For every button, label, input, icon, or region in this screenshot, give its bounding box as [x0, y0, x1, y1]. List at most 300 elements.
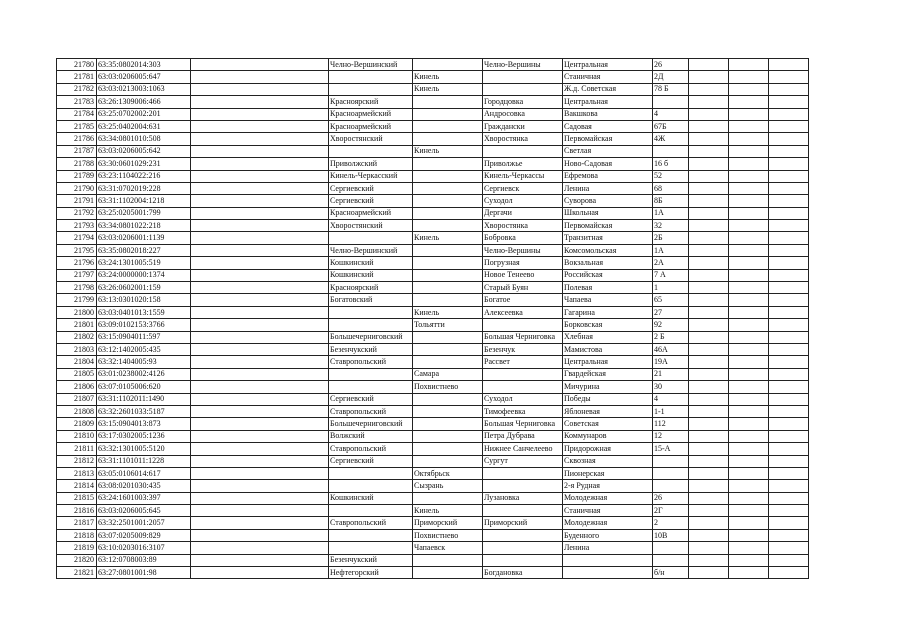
blank-column-cell	[191, 331, 329, 343]
table-row	[57, 368, 809, 380]
cadastral-number-cell: 63:13:0301020:158	[97, 294, 191, 306]
extra-column-2-cell	[729, 405, 769, 417]
district-cell: Ставропольский	[329, 405, 413, 417]
extra-column-1-cell	[689, 393, 729, 405]
extra-column-3-cell	[769, 207, 809, 219]
settlement-cell	[483, 381, 563, 393]
row-number-cell: 21812	[57, 455, 97, 467]
extra-column-2-cell	[729, 443, 769, 455]
house-number-cell: 1А	[653, 207, 689, 219]
street-cell: Ефремова	[563, 170, 653, 182]
extra-column-3-cell	[769, 517, 809, 529]
row-number-cell: 21783	[57, 96, 97, 108]
district-cell: Хворостянский	[329, 133, 413, 145]
city-cell	[413, 443, 483, 455]
street-cell	[563, 567, 653, 579]
street-cell	[563, 554, 653, 566]
district-cell	[329, 467, 413, 479]
row-number-cell: 21815	[57, 492, 97, 504]
city-cell	[413, 207, 483, 219]
street-cell: Яблоневая	[563, 405, 653, 417]
district-cell: Волжский	[329, 430, 413, 442]
house-number-cell: б/н	[653, 567, 689, 579]
cadastral-number-cell: 63:09:0102153:3766	[97, 319, 191, 331]
extra-column-3-cell	[769, 443, 809, 455]
table-row	[57, 71, 809, 83]
house-number-cell: 4	[653, 393, 689, 405]
settlement-cell: Сургут	[483, 455, 563, 467]
district-cell: Ставропольский	[329, 443, 413, 455]
district-cell: Красноармейский	[329, 120, 413, 132]
cadastral-number-cell: 63:07:0105006:620	[97, 381, 191, 393]
extra-column-1-cell	[689, 170, 729, 182]
table-row	[57, 455, 809, 467]
street-cell: Светлая	[563, 145, 653, 157]
extra-column-1-cell	[689, 232, 729, 244]
cadastral-number-cell: 63:34:0801010:508	[97, 133, 191, 145]
cadastral-number-cell: 63:25:0205001:799	[97, 207, 191, 219]
table-row	[57, 145, 809, 157]
row-number-cell: 21786	[57, 133, 97, 145]
house-number-cell: 1-1	[653, 405, 689, 417]
street-cell: Борковская	[563, 319, 653, 331]
extra-column-1-cell	[689, 257, 729, 269]
cadastral-number-cell: 63:12:1402005:435	[97, 343, 191, 355]
house-number-cell: 78 Б	[653, 83, 689, 95]
city-cell	[413, 257, 483, 269]
extra-column-1-cell	[689, 529, 729, 541]
district-cell	[329, 529, 413, 541]
table-row	[57, 505, 809, 517]
cadastral-number-cell: 63:26:0602001:159	[97, 282, 191, 294]
city-cell	[413, 331, 483, 343]
blank-column-cell	[191, 195, 329, 207]
row-number-cell: 21801	[57, 319, 97, 331]
table-row	[57, 232, 809, 244]
extra-column-1-cell	[689, 492, 729, 504]
cadastral-number-cell: 63:24:1301005:519	[97, 257, 191, 269]
extra-column-2-cell	[729, 418, 769, 430]
extra-column-2-cell	[729, 294, 769, 306]
row-number-cell: 21803	[57, 343, 97, 355]
extra-column-1-cell	[689, 182, 729, 194]
blank-column-cell	[191, 232, 329, 244]
blank-column-cell	[191, 554, 329, 566]
row-number-cell: 21797	[57, 269, 97, 281]
settlement-cell	[483, 71, 563, 83]
extra-column-1-cell	[689, 554, 729, 566]
district-cell: Приволжский	[329, 158, 413, 170]
table-row	[57, 133, 809, 145]
city-cell: Самара	[413, 368, 483, 380]
table-row	[57, 83, 809, 95]
extra-column-3-cell	[769, 418, 809, 430]
district-cell: Красноармейский	[329, 108, 413, 120]
house-number-cell: 15-А	[653, 443, 689, 455]
table-row	[57, 529, 809, 541]
blank-column-cell	[191, 96, 329, 108]
house-number-cell: 16 б	[653, 158, 689, 170]
street-cell: Российская	[563, 269, 653, 281]
extra-column-3-cell	[769, 529, 809, 541]
row-number-cell: 21795	[57, 244, 97, 256]
city-cell: Октябрьск	[413, 467, 483, 479]
settlement-cell: Новое Тенеево	[483, 269, 563, 281]
house-number-cell	[653, 96, 689, 108]
row-number-cell: 21816	[57, 505, 97, 517]
district-cell: Сергиевский	[329, 393, 413, 405]
row-number-cell: 21807	[57, 393, 97, 405]
table-row	[57, 430, 809, 442]
table-row	[57, 567, 809, 579]
table-row	[57, 467, 809, 479]
settlement-cell: Суходол	[483, 393, 563, 405]
blank-column-cell	[191, 492, 329, 504]
city-cell	[413, 269, 483, 281]
settlement-cell: Приморский	[483, 517, 563, 529]
city-cell: Кинель	[413, 145, 483, 157]
row-number-cell: 21787	[57, 145, 97, 157]
street-cell: Вокзальная	[563, 257, 653, 269]
table-row	[57, 443, 809, 455]
blank-column-cell	[191, 517, 329, 529]
extra-column-1-cell	[689, 331, 729, 343]
blank-column-cell	[191, 467, 329, 479]
table-row	[57, 170, 809, 182]
city-cell	[413, 59, 483, 71]
cadastral-number-cell: 63:01:0238002:4126	[97, 368, 191, 380]
extra-column-3-cell	[769, 331, 809, 343]
city-cell	[413, 120, 483, 132]
extra-column-2-cell	[729, 158, 769, 170]
cadastral-number-cell: 63:03:0213003:1063	[97, 83, 191, 95]
settlement-cell: Бобровка	[483, 232, 563, 244]
table-row	[57, 492, 809, 504]
extra-column-2-cell	[729, 120, 769, 132]
extra-column-1-cell	[689, 455, 729, 467]
cadastral-number-cell: 63:27:0801001:98	[97, 567, 191, 579]
settlement-cell	[483, 83, 563, 95]
extra-column-3-cell	[769, 368, 809, 380]
extra-column-2-cell	[729, 517, 769, 529]
city-cell	[413, 195, 483, 207]
city-cell: Сызрань	[413, 480, 483, 492]
settlement-cell	[483, 529, 563, 541]
house-number-cell	[653, 455, 689, 467]
extra-column-3-cell	[769, 505, 809, 517]
street-cell: Чапаева	[563, 294, 653, 306]
cadastral-number-cell: 63:05:0106014:617	[97, 467, 191, 479]
cadastral-number-cell: 63:25:0402004:631	[97, 120, 191, 132]
settlement-cell	[483, 554, 563, 566]
settlement-cell	[483, 145, 563, 157]
row-number-cell: 21805	[57, 368, 97, 380]
blank-column-cell	[191, 83, 329, 95]
extra-column-1-cell	[689, 517, 729, 529]
blank-column-cell	[191, 71, 329, 83]
settlement-cell: Андросовка	[483, 108, 563, 120]
extra-column-3-cell	[769, 356, 809, 368]
extra-column-1-cell	[689, 120, 729, 132]
extra-column-2-cell	[729, 96, 769, 108]
extra-column-2-cell	[729, 505, 769, 517]
extra-column-3-cell	[769, 480, 809, 492]
cadastral-number-cell: 63:32:2501001:2057	[97, 517, 191, 529]
city-cell: Кинель	[413, 505, 483, 517]
extra-column-2-cell	[729, 170, 769, 182]
extra-column-3-cell	[769, 554, 809, 566]
extra-column-2-cell	[729, 182, 769, 194]
table-row	[57, 343, 809, 355]
cadastral-number-cell: 63:26:1309006:466	[97, 96, 191, 108]
row-number-cell: 21819	[57, 542, 97, 554]
extra-column-1-cell	[689, 319, 729, 331]
extra-column-3-cell	[769, 220, 809, 232]
extra-column-1-cell	[689, 505, 729, 517]
extra-column-3-cell	[769, 319, 809, 331]
city-cell	[413, 133, 483, 145]
row-number-cell: 21794	[57, 232, 97, 244]
cadastral-number-cell: 63:15:0904013:873	[97, 418, 191, 430]
extra-column-3-cell	[769, 381, 809, 393]
settlement-cell: Петра Дубрава	[483, 430, 563, 442]
blank-column-cell	[191, 567, 329, 579]
extra-column-2-cell	[729, 108, 769, 120]
extra-column-2-cell	[729, 83, 769, 95]
extra-column-2-cell	[729, 467, 769, 479]
extra-column-1-cell	[689, 368, 729, 380]
city-cell	[413, 492, 483, 504]
blank-column-cell	[191, 182, 329, 194]
blank-column-cell	[191, 430, 329, 442]
house-number-cell: 65	[653, 294, 689, 306]
row-number-cell: 21791	[57, 195, 97, 207]
extra-column-3-cell	[769, 133, 809, 145]
district-cell: Кинель-Черкасский	[329, 170, 413, 182]
table-row	[57, 182, 809, 194]
house-number-cell: 32	[653, 220, 689, 232]
row-number-cell: 21785	[57, 120, 97, 132]
street-cell: Центральная	[563, 96, 653, 108]
blank-column-cell	[191, 269, 329, 281]
city-cell	[413, 418, 483, 430]
extra-column-2-cell	[729, 319, 769, 331]
cadastral-number-cell: 63:12:0708003:89	[97, 554, 191, 566]
row-number-cell: 21793	[57, 220, 97, 232]
cadastral-number-cell: 63:32:1301005:5120	[97, 443, 191, 455]
house-number-cell: 2Г	[653, 505, 689, 517]
street-cell: Советская	[563, 418, 653, 430]
extra-column-1-cell	[689, 244, 729, 256]
cadastral-number-cell: 63:03:0206005:642	[97, 145, 191, 157]
table-row	[57, 418, 809, 430]
city-cell	[413, 356, 483, 368]
district-cell: Красноярский	[329, 282, 413, 294]
row-number-cell: 21792	[57, 207, 97, 219]
house-number-cell: 12	[653, 430, 689, 442]
extra-column-1-cell	[689, 443, 729, 455]
district-cell	[329, 480, 413, 492]
district-cell: Челно-Вершинский	[329, 59, 413, 71]
settlement-cell: Богдановка	[483, 567, 563, 579]
district-cell	[329, 145, 413, 157]
row-number-cell: 21809	[57, 418, 97, 430]
blank-column-cell	[191, 257, 329, 269]
table-row	[57, 381, 809, 393]
city-cell: Кинель	[413, 306, 483, 318]
house-number-cell: 21	[653, 368, 689, 380]
city-cell	[413, 343, 483, 355]
cadastral-number-cell: 63:03:0206001:1139	[97, 232, 191, 244]
cadastral-number-cell: 63:17:0302005:1236	[97, 430, 191, 442]
blank-column-cell	[191, 393, 329, 405]
row-number-cell: 21811	[57, 443, 97, 455]
extra-column-3-cell	[769, 232, 809, 244]
extra-column-2-cell	[729, 269, 769, 281]
extra-column-2-cell	[729, 554, 769, 566]
blank-column-cell	[191, 343, 329, 355]
cadastral-number-cell: 63:31:1101011:1228	[97, 455, 191, 467]
street-cell: Гвардейская	[563, 368, 653, 380]
cadastral-number-cell: 63:31:1102011:1490	[97, 393, 191, 405]
extra-column-1-cell	[689, 418, 729, 430]
blank-column-cell	[191, 108, 329, 120]
house-number-cell: 7 А	[653, 269, 689, 281]
city-cell	[413, 294, 483, 306]
settlement-cell: Большая Черниговка	[483, 418, 563, 430]
street-cell: 2-я Рудная	[563, 480, 653, 492]
blank-column-cell	[191, 381, 329, 393]
row-number-cell: 21796	[57, 257, 97, 269]
house-number-cell	[653, 145, 689, 157]
extra-column-1-cell	[689, 145, 729, 157]
table-row	[57, 480, 809, 492]
row-number-cell: 21806	[57, 381, 97, 393]
city-cell	[413, 405, 483, 417]
extra-column-1-cell	[689, 133, 729, 145]
city-cell: Похвистнево	[413, 529, 483, 541]
cadastral-table	[56, 58, 809, 579]
extra-column-2-cell	[729, 220, 769, 232]
settlement-cell: Челно-Вершины	[483, 244, 563, 256]
house-number-cell: 1	[653, 282, 689, 294]
table-body	[57, 59, 809, 579]
street-cell: Буденного	[563, 529, 653, 541]
settlement-cell	[483, 368, 563, 380]
extra-column-1-cell	[689, 83, 729, 95]
extra-column-3-cell	[769, 306, 809, 318]
street-cell: Суворова	[563, 195, 653, 207]
district-cell: Безенчукский	[329, 343, 413, 355]
district-cell: Сергиевский	[329, 455, 413, 467]
house-number-cell: 92	[653, 319, 689, 331]
street-cell: Молодежная	[563, 492, 653, 504]
extra-column-1-cell	[689, 195, 729, 207]
cadastral-number-cell: 63:32:1404005:93	[97, 356, 191, 368]
district-cell	[329, 542, 413, 554]
city-cell	[413, 96, 483, 108]
blank-column-cell	[191, 145, 329, 157]
house-number-cell: 8Б	[653, 195, 689, 207]
extra-column-2-cell	[729, 282, 769, 294]
house-number-cell	[653, 467, 689, 479]
table-row	[57, 405, 809, 417]
house-number-cell: 112	[653, 418, 689, 430]
street-cell: Пионерская	[563, 467, 653, 479]
district-cell	[329, 232, 413, 244]
house-number-cell	[653, 480, 689, 492]
extra-column-3-cell	[769, 182, 809, 194]
house-number-cell: 2Б	[653, 232, 689, 244]
table-row	[57, 356, 809, 368]
extra-column-3-cell	[769, 282, 809, 294]
table-row	[57, 59, 809, 71]
extra-column-3-cell	[769, 195, 809, 207]
extra-column-2-cell	[729, 331, 769, 343]
extra-column-3-cell	[769, 120, 809, 132]
extra-column-3-cell	[769, 71, 809, 83]
district-cell: Хворостянский	[329, 220, 413, 232]
extra-column-1-cell	[689, 294, 729, 306]
city-cell: Чапаевск	[413, 542, 483, 554]
row-number-cell: 21814	[57, 480, 97, 492]
row-number-cell: 21818	[57, 529, 97, 541]
cadastral-number-cell: 63:10:0203016:3107	[97, 542, 191, 554]
table-row	[57, 542, 809, 554]
extra-column-3-cell	[769, 158, 809, 170]
city-cell	[413, 430, 483, 442]
row-number-cell: 21781	[57, 71, 97, 83]
extra-column-1-cell	[689, 71, 729, 83]
street-cell: Полевая	[563, 282, 653, 294]
extra-column-1-cell	[689, 343, 729, 355]
cadastral-number-cell: 63:24:1601003:397	[97, 492, 191, 504]
extra-column-3-cell	[769, 343, 809, 355]
district-cell	[329, 306, 413, 318]
settlement-cell: Богатое	[483, 294, 563, 306]
street-cell: Первомайская	[563, 220, 653, 232]
settlement-cell	[483, 505, 563, 517]
table-row	[57, 306, 809, 318]
district-cell: Сергиевский	[329, 182, 413, 194]
district-cell	[329, 505, 413, 517]
row-number-cell: 21813	[57, 467, 97, 479]
district-cell: Ставропольский	[329, 517, 413, 529]
extra-column-2-cell	[729, 195, 769, 207]
street-cell: Садовая	[563, 120, 653, 132]
row-number-cell: 21821	[57, 567, 97, 579]
blank-column-cell	[191, 368, 329, 380]
extra-column-3-cell	[769, 269, 809, 281]
row-number-cell: 21799	[57, 294, 97, 306]
settlement-cell: Старый Буян	[483, 282, 563, 294]
extra-column-1-cell	[689, 108, 729, 120]
district-cell: Большечерниговский	[329, 331, 413, 343]
extra-column-2-cell	[729, 207, 769, 219]
table-row	[57, 393, 809, 405]
settlement-cell: Погрузная	[483, 257, 563, 269]
settlement-cell: Безенчук	[483, 343, 563, 355]
row-number-cell: 21810	[57, 430, 97, 442]
extra-column-1-cell	[689, 207, 729, 219]
settlement-cell	[483, 542, 563, 554]
street-cell: Ново-Садовая	[563, 158, 653, 170]
table-row	[57, 319, 809, 331]
city-cell	[413, 108, 483, 120]
settlement-cell: Тимофеевка	[483, 405, 563, 417]
blank-column-cell	[191, 220, 329, 232]
house-number-cell: 4	[653, 108, 689, 120]
